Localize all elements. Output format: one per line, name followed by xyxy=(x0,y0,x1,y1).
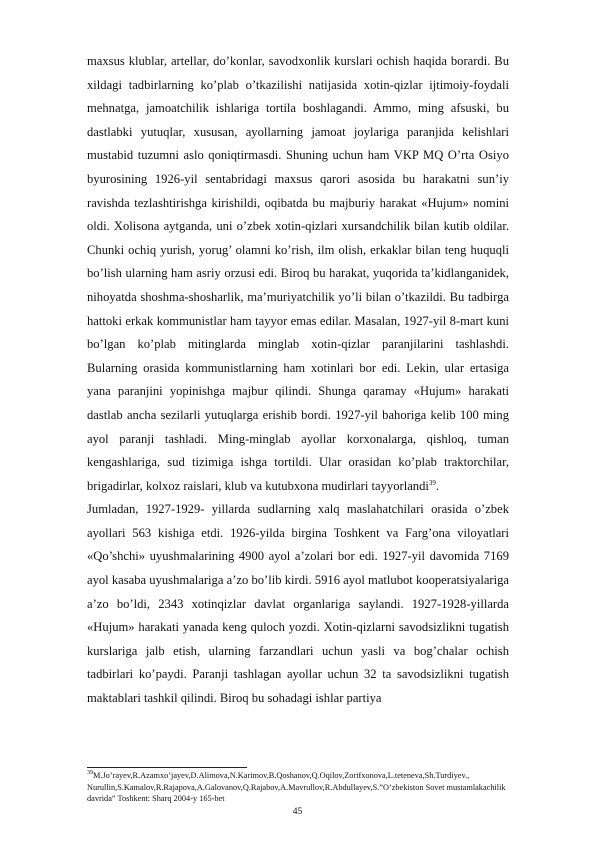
body-paragraph-1 xyxy=(87,50,509,498)
body-paragraph-2: Jumladan, 1927-1929- yillarda sudlarning xalq maslahatchilari orasida o’zbek ayollari 563 kishiga etdi. 1926-yilda birgina Toshkent va Farg’ona viloyatlari «Qo’shchi» uyushmalarining 4900 ayol a’zolari bor edi. 1927-yil davomida 7169 ayol kasaba uyushmalariga a’zo bo’lib kirdi. 5916 ayol matlubot kooperatsiyalariga a’zo bo’ldi, 2343 xotinqizlar davlat organlariga saylandi. 1927-1928-yillarda «Hujum» harakati yanada keng quloch yozdi. Xotin-qizlarni savodsizlikni tugatish kurslariga jalb etish, ularning farzandlari uchun yasli va bog’chalar ochish tadbirlari ko’paydi. Paranji tashlagan ayollar uchun 32 ta savodsizlikni tugatish maktablari tashkil qilindi. Biroq bu sohadagi ishlar partiya xyxy=(87,502,509,706)
footnote-divider xyxy=(87,767,247,768)
footnote xyxy=(87,770,509,805)
paragraph-1-text: maxsus klublar, artellar, do’konlar, savodxonlik kurslari ochish haqida borardi. Bu xildagi tadbirlarning ko’plab o’tkazilishi natijasida xotin-qizlar ijtimoiy-foydali mehnatga, jamoatchilik ishlariga tortila boshlagandi. Ammo, ming afsuski, bu dastlabki yutuqlar, xususan, ayollarning jamoat joylariga paranjida kelishlari mustabid tuzumni aslo qoniqtirmasdi. Shuning uchun ham VKP MQ O’rta Osiyo byurosining 1926-yil sentabridagi maxsus qarori asosida bu harakatni sun’iy ravishda tezlashtirishga kirishildi, oqibatda bu majburiy harakat «Hujum» nomini oldi. Xolisona aytganda, uni o’zbek xotin-qizlari xursandchilik bilan kutib oldilar. Chunki ochiq yurish, yorug’ olamni ko’rish, ilm olish, erkaklar bilan teng huquqli bo’lish ularning ham asriy orzusi edi. Biroq bu harakat, yuqorida ta’kidlanganidek, nihoyatda shoshma-shosharlik, ma’muriyatchilik yo’li bilan o’tkazildi. Bu tadbirga hattoki erkak kommunistlar ham tayyor emas edilar. Masalan, 1927-yil 8-mart kuni bo’lgan ko’plab mitinglarda minglab xotin-qizlar paranjilarini tashlashdi. Bularning orasida kommunistlarning ham xotinlari bor edi. Lekin, ular ertasiga yana paranjini yopinishga majbur qilindi. Shunga qaramay «Hujum» harakati dastlab ancha sezilarli yutuqlarga erishib bordi. 1927-yil bahoriga kelib 100 ming ayol paranji tashladi. Ming-minglab ayollar korxonalarga, qishloq, tuman kengashlariga, sud tizimiga ishga tortildi. Ular orasidan ko’plab traktorchilar, brigadirlar, kolxoz raislari, klub va kutubxona mudirlari tayyorlandi xyxy=(87,54,509,493)
footnote-reference[interactable]: 39 xyxy=(428,478,436,487)
footnote-text: M.Jo’rayev,R.Azamxo’jayev,D.Alimova,N.Karimov,B.Qoshanov,Q.Oqilov,Zorifxonova,L.teteneva,Sh.Turdiyev., Nurullin,S.Kamalov,R.Rajapova,A.Galovanov,Q.Rajabov,A.Mavrullov,R.Abdullayev,S.”O’zbekiston Sovet mustamlakachilik davrida” Toshkent: Sharq 2004-y 165-bet xyxy=(87,771,506,803)
page-number: 45 xyxy=(292,807,303,817)
paragraph-1-end: . xyxy=(435,478,440,493)
page-body xyxy=(87,50,509,711)
footnote-number: 39 xyxy=(87,770,93,777)
